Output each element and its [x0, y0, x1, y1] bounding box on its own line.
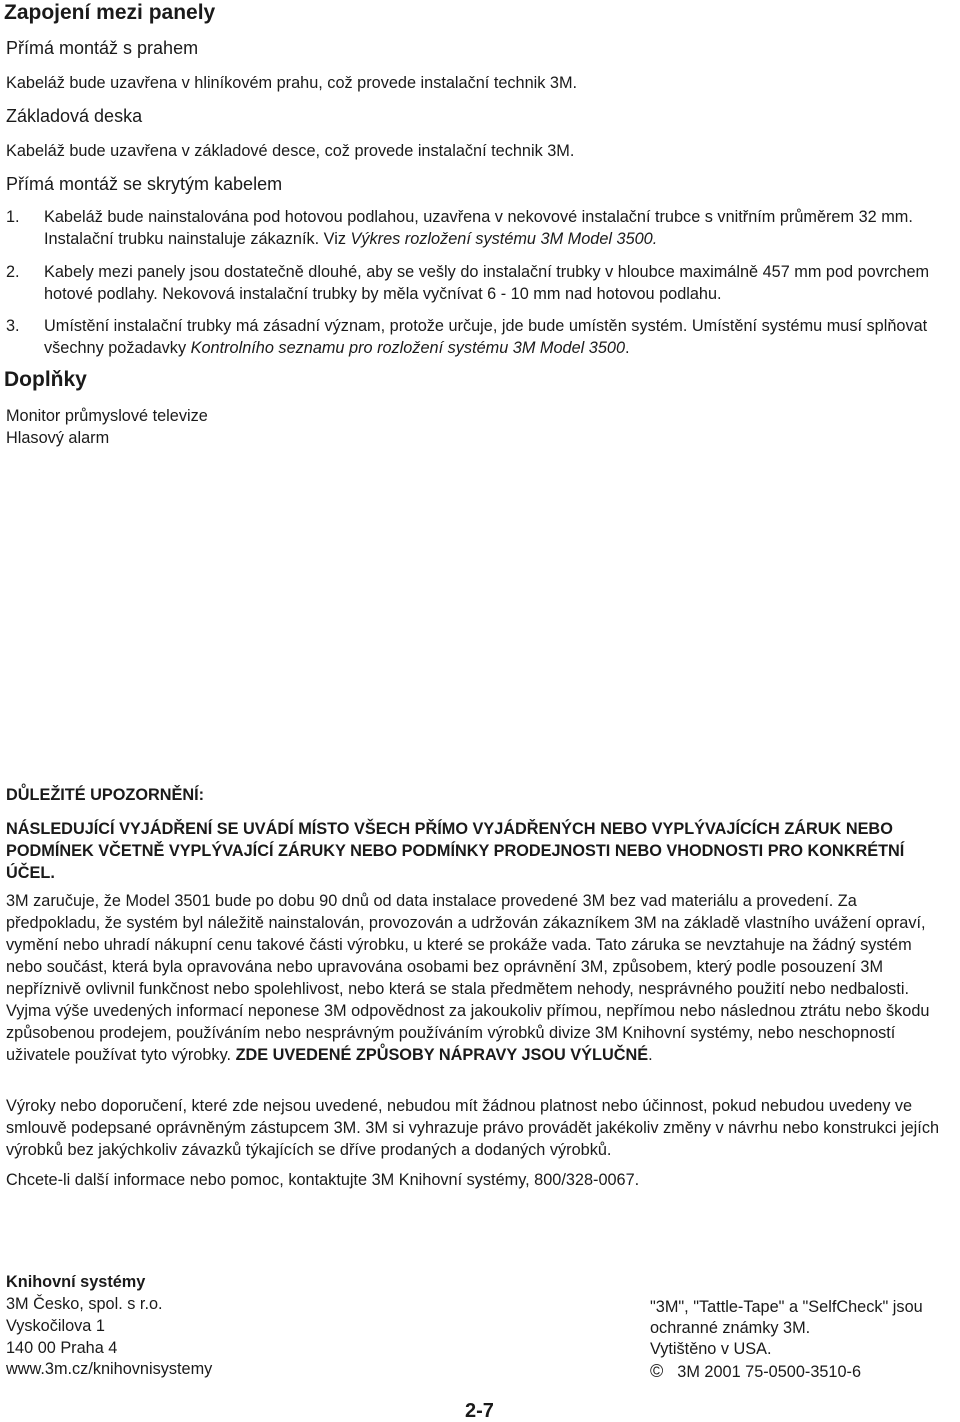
remedies-exclusive: ZDE UVEDENÉ ZPŮSOBY NÁPRAVY JSOU VÝLUČNÉ [235, 1046, 649, 1064]
printed-in-line: Vytištěno v USA. [650, 1340, 772, 1358]
accessory-item: Monitor průmyslové televize [6, 407, 208, 425]
contact-paragraph: Chcete-li další informace nebo pomoc, kontaktujte 3M Knihovní systémy, 800/328-0067. [6, 1171, 640, 1189]
section-title-panels: Zapojení mezi panely [4, 1, 216, 24]
footer-address-line: Vyskočilova 1 [6, 1317, 105, 1335]
page-number: 2-7 [465, 1400, 494, 1422]
hidden-cable-list-2 [6, 261, 946, 305]
list-item [6, 206, 946, 250]
trademark-line: ochranné známky 3M. [650, 1319, 811, 1337]
text-direct-threshold: Kabeláž bude uzavřena v hliníkovém prahu, což provede instalační technik 3M. [6, 74, 578, 92]
heading-direct-threshold: Přímá montáž s prahem [6, 38, 199, 58]
list-item-text: Kabely mezi panely jsou dostatečně dlouhé, aby se vešly do instalační trubky v hloubce maximálně 457 mm pod povrchem hotové podlahy. Nekovová instalační trubky by měla vyčnívat 6 - 10 mm nad hotovou podlahu. [44, 263, 930, 303]
footer-website: www.3m.cz/knihovnisystemy [6, 1360, 213, 1378]
list-item [6, 315, 946, 359]
recommendations-paragraph: Výroky nebo doporučení, které zde nejsou uvedené, nebudou mít žádnou platnost nebo účinnost, pokud nebudou uvedeny ve smlouvě podepsané oprávněným zástupcem 3M. 3M si vyhrazuje právo provádět jakékoliv změny v návrhu nebo konstrukci jejích výrobků bez jakýchkoliv závazků týkajících se dříve prodaných a dodaných výrobků. [6, 1097, 940, 1159]
copyright-icon: © [650, 1361, 664, 1381]
list-item [6, 261, 946, 305]
accessory-item: Hlasový alarm [6, 429, 110, 447]
warranty-paragraph: 3M zaručuje, že Model 3501 bude po dobu 90 dnů od data instalace provedené 3M bez vad materiálu a provedení. Za předpokladu, že systém byl náležitě nainstalován, provozován a udržován zákazníkem 3M na základě vlastního uvážení opraví, vymění nebo uhradí nákupní cenu takové části výrobku, u které se prokáže vada. Tato záruka se nevztahuje na žádný systém nebo součást, která byla opravována nebo upravována osobami bez oprávnění 3M, způsobem, který podle posouzení 3M nepříznivě ovlivnil funkčnost nebo spolehlivost, nebo která se stala předmětem nehody, nesprávného použití nebo nedbalosti. Vyjma výše uvedených informací neponese 3M odpovědnost za jakoukoliv přímou, nepřímou nebo následnou ztrátu nebo škodu způsobenou prodejem, používáním nebo nesprávným používáním výrobků divize 3M Knihovní systémy, nebo neschopností uživatele používat tyto výrobky. ZDE UVEDENÉ ZPŮSOBY NÁPRAVY JSOU VÝLUČNÉ. [6, 892, 930, 1064]
footer-address-line: 3M Česko, spol. s r.o. [6, 1295, 163, 1313]
heading-baseplate: Základová deska [6, 106, 143, 126]
list-item-number: 2. [6, 263, 20, 281]
list-item-number: 1. [6, 208, 20, 226]
section-title-accessories: Doplňky [4, 368, 87, 391]
heading-hidden-cable: Přímá montáž se skrytým kabelem [6, 174, 283, 194]
list-item-text: Umístění instalační trubky má zásadní význam, protože určuje, jde bude umístěn systém. Umístění systému musí splňovat všechny požadavky Kontrolního seznamu pro rozložení systému 3M Model 3500. [44, 317, 928, 357]
footer-company-title: Knihovní systémy [6, 1273, 146, 1291]
copyright-line: © 3M 2001 75-0500-3510-6 [650, 1361, 862, 1381]
hidden-cable-list [6, 206, 946, 250]
list-item-text: Kabeláž bude nainstalována pod hotovou podlahou, uzavřena v nekovové instalační trubce s vnitřním průměrem 32 mm. Instalační trubku nainstaluje zákazník. Viz Výkres rozložení systému 3M Model 3500. [44, 208, 913, 248]
footer-address-line: 140 00 Praha 4 [6, 1339, 118, 1357]
hidden-cable-list-3 [6, 315, 946, 359]
list-item-number: 3. [6, 317, 20, 335]
warranty-disclaimer: NÁSLEDUJÍCÍ VYJÁDŘENÍ SE UVÁDÍ MÍSTO VŠECH PŘÍMO VYJÁDŘENÝCH NEBO VYPLÝVAJÍCÍCH ZÁRUK NEBO PODMÍNEK VČETNĚ VYPLÝVAJÍCÍ ZÁRUKY NEBO PODMÍNKY PRODEJNOSTI NEBO VHODNOSTI PRO KONKRÉTNÍ ÚČEL. [6, 820, 905, 882]
drawing-reference: Výkres rozložení systému 3M Model 3500. [350, 230, 658, 248]
trademark-line: "3M", "Tattle-Tape" a "SelfCheck" jsou [650, 1298, 923, 1316]
important-notice-heading: DŮLEŽITÉ UPOZORNĚNÍ: [6, 786, 205, 804]
checklist-reference: Kontrolního seznamu pro rozložení systému 3M Model 3500 [190, 339, 626, 357]
text-baseplate: Kabeláž bude uzavřena v základové desce, což provede instalační technik 3M. [6, 142, 575, 160]
